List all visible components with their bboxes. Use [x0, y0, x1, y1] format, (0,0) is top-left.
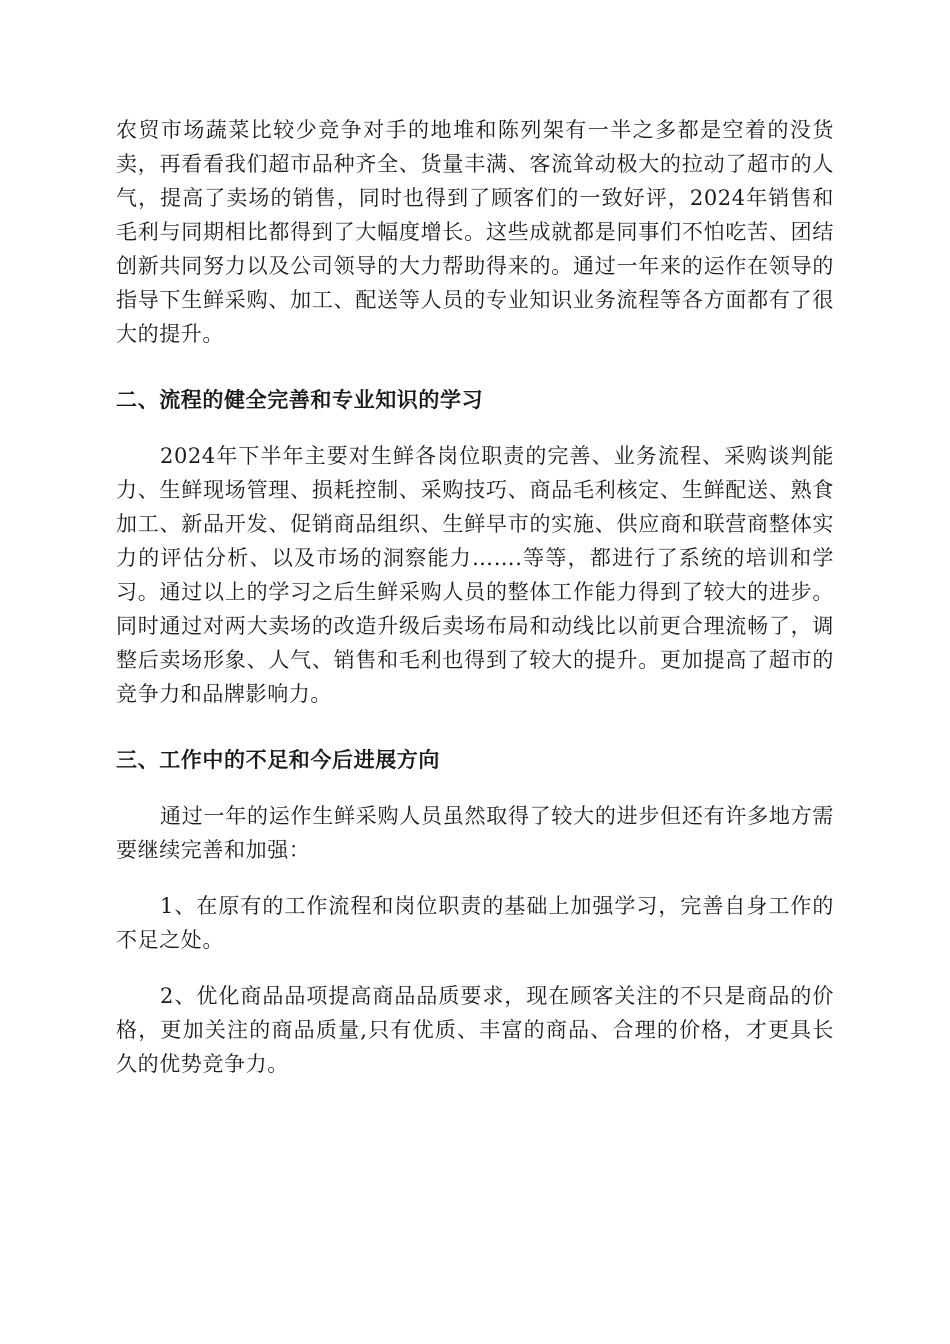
paragraph-market-comparison: 农贸市场蔬菜比较少竞争对手的地堆和陈列架有一半之多都是空着的没货卖，再看看我们超市品种齐全、货量丰满、客流耸动极大的拉动了超市的人气，提高了卖场的销售，同时也得到了顾客们的一致好评，2024年销售和毛利与同期相比都得到了大幅度增长。这些成就都是同事们不怕吃苦、团结创新共同努力以及公司领导的大力帮助得来的。通过一年来的运作在领导的指导下生鲜采购、加工、配送等人员的专业知识业务流程等各方面都有了很大的提升。 [116, 118, 834, 346]
paragraph-improvement-intro: 通过一年的运作生鲜采购人员虽然取得了较大的进步但还有许多地方需要继续完善和加强： [116, 804, 834, 862]
paragraph-item-2: 2、优化商品品项提高商品品质要求，现在顾客关注的不只是商品的价格，更加关注的商品质量,只有优质、丰富的商品、合理的价格，才更具长久的优势竞争力。 [116, 984, 834, 1076]
paragraph-training: 2024年下半年主要对生鲜各岗位职责的完善、业务流程、采购谈判能力、生鲜现场管理、损耗控制、采购技巧、商品毛利核定、生鲜配送、熟食加工、新品开发、促销商品组织、生鲜早市的实施、供应商和联营商整体实力的评估分析、以及市场的洞察能力…….等等，都进行了系统的培训和学习。通过以上的学习之后生鲜采购人员的整体工作能力得到了较大的进步。同时通过对两大卖场的改造升级后卖场布局和动线比以前更合理流畅了，调整后卖场形象、人气、销售和毛利也得到了较大的提升。更加提高了超市的竞争力和品牌影响力。 [116, 444, 834, 706]
paragraph-item-1: 1、在原有的工作流程和岗位职责的基础上加强学习，完善自身工作的不足之处。 [116, 894, 834, 952]
section-heading-shortcomings: 三、工作中的不足和今后进展方向 [116, 748, 440, 772]
document-body [116, 113, 834, 1081]
section-heading-process-learning: 二、流程的健全完善和专业知识的学习 [116, 388, 484, 412]
